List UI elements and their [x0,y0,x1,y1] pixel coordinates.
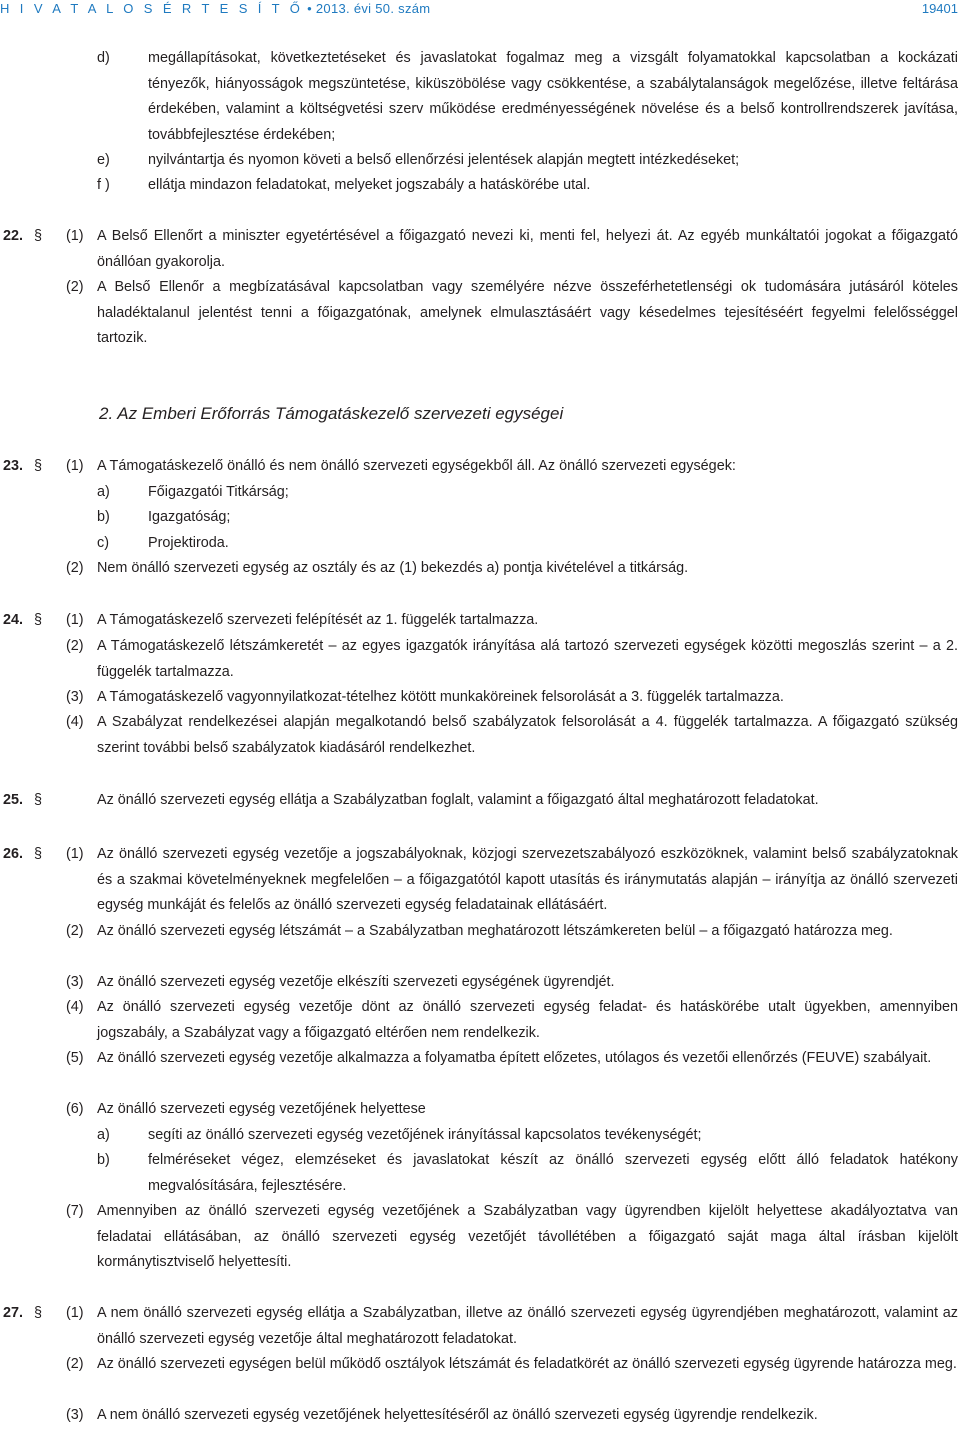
header-left [0,0,430,18]
paragraph-text: Az önálló szervezeti egység vezetője a jogszabályoknak, közjogi szervezetszabályozó eszközöknek, valamint belső szabályzatoknak és a szakmai követelményeknek megfelelően – a főigazgatótól kapott utasítás és iránymutatás alapján – irányítja az önálló szervezeti egység munkáját és felelős az önálló szervezeti egység feladatainak ellátásáért. [97,846,958,913]
paragraph-number: (4) [66,999,84,1015]
paragraph-text: A nem önálló szervezeti egység ellátja a Szabályzatban, illetve az önálló szervezeti egység ügyrendjében meghatározott, valamint az önálló szervezeti egység vezetője által meghatározott feladatokat. [97,1305,958,1347]
list-label: e) [97,152,110,168]
section-number: 24. [3,612,24,628]
paragraph-number: (2) [66,638,84,654]
list-text: megállapításokat, következtetéseket és javaslatokat fogalmaz meg a vizsgált folyamatokkal kapcsolatban a kockázati tényezők, hiányosságok megszüntetése, kiküszöbölése vagy csökkentése, a szabálytalanságok megelőzése, illetve feltárása érdekében, valamint a költségvetési szerv működése eredményességének növelése és a belső kontrollrendszerek javítása, továbbfejlesztése érdekében; [148,50,958,143]
sub-text: segíti az önálló szervezeti egység vezetőjének irányítással kapcsolatos tevékenységét; [148,1127,702,1143]
section-number: 23. [3,458,24,474]
list-text: ellátja mindazon feladatokat, melyeket jogszabály a hatáskörébe utal. [148,177,591,193]
issue-label: 2013. évi 50. szám [315,1,431,16]
sub-label: c) [97,535,109,551]
paragraph-number: (2) [66,560,84,576]
sub-text: Igazgatóság; [148,509,231,525]
chapter-heading: 2. Az Emberi Erőforrás Támogatáskezelő szervezeti egységei [99,404,564,423]
list-label: f ) [97,177,110,193]
page-header [0,0,960,22]
section-mark: § [34,792,43,808]
section-number: 26. [3,846,24,862]
paragraph-number: (1) [66,1305,84,1321]
paragraph-text: A Belső Ellenőr a megbízatásával kapcsolatban vagy személyére nézve összeférhetetlenségi ok tudomására jutásáról köteles haladéktalanul jelentést tenni a főigazgatónak, amelynek elmulasztásáért vagy késedelmes tejesítéséért fegyelmi felelősséggel tartozik. [97,279,958,346]
sub-text: felméréseket végez, elemzéseket és javaslatokat készít az önálló szervezeti egység előtt álló feladatok hatékony megvalósítására, fejlesztésére. [148,1152,958,1194]
sub-label: a) [97,1127,110,1143]
paragraph-number: (3) [66,974,84,990]
paragraph-text: Nem önálló szervezeti egység az osztály és az (1) bekezdés a) pontja kivételével a titkárság. [97,560,689,576]
section-number: 25. [3,792,24,808]
sub-label: b) [97,1152,110,1168]
section-number: 22. [3,228,24,244]
paragraph-text: Az önálló szervezeti egység vezetője dönt az önálló szervezeti egység feladat- és hatáskörébe utalt ügyekben, amennyiben jogszabály, a Szabályzat vagy a főigazgató eltérően nem rendelkezik. [97,999,958,1041]
sub-text: Projektiroda. [148,535,229,551]
paragraph-text: A Támogatáskezelő szervezeti felépítését az 1. függelék tartalmazza. [97,612,539,628]
page-number: 19401 [921,1,958,16]
paragraph-text: A Belső Ellenőrt a miniszter egyetértésével a főigazgató nevezi ki, menti fel, helyezi át. Az egyéb munkáltatói jogokat a főigazgató önállóan gyakorolja. [97,228,958,270]
paragraph-text: A nem önálló szervezeti egység vezetőjének helyettesítéséről az önálló szervezeti egység ügyrendje rendelkezik. [97,1407,818,1423]
paragraph-number: (1) [66,846,84,862]
paragraph-number: (2) [66,279,84,295]
paragraph-number: (2) [66,923,84,939]
paragraph-text: Az önálló szervezeti egység létszámát – a Szabályzatban meghatározott létszámkereten belül – a főigazgató határozza meg. [97,923,893,939]
sub-text: Főigazgatói Titkárság; [148,484,289,500]
paragraph-text: Az önálló szervezeti egységen belül működő osztályok létszámát és feladatkörét az önálló szervezeti egység ügyrende határozza meg. [97,1356,957,1372]
paragraph-number: (7) [66,1203,84,1219]
header-bullet: • [307,1,312,16]
paragraph-text: A Támogatáskezelő önálló és nem önálló szervezeti egységekből áll. Az önálló szervezeti egységek: [97,458,736,474]
section-mark: § [34,846,43,862]
paragraph-text: Az önálló szervezeti egység vezetője alkalmazza a folyamatba épített előzetes, utólagos és vezetői ellenőrzés (FEUVE) szabályait. [97,1050,932,1066]
paragraph-number: (2) [66,1356,84,1372]
sub-label: b) [97,509,110,525]
paragraph-number: (1) [66,458,84,474]
paragraph-number: (1) [66,228,84,244]
section-mark: § [34,458,43,474]
section-mark: § [34,1305,43,1321]
list-label: d) [97,50,110,66]
paragraph-text: Az önálló szervezeti egység vezetőjének helyettese [97,1101,426,1117]
paragraph-text: A Támogatáskezelő létszámkeretét – az egyes igazgatók irányítása alá tartozó szervezeti egységek közötti megoszlás szerint – a 2. függelék tartalmazza. [97,638,958,680]
section-mark: § [34,612,43,628]
paragraph-text: A Szabályzat rendelkezései alapján megalkotandó belső szabályzatok felsorolását a 4. függelék tartalmazza. A főigazgató szükség szerint további belső szabályzatok kiadásáról rendelkezhet. [97,714,958,756]
paragraph-text: Az önálló szervezeti egység ellátja a Szabályzatban foglalt, valamint a főigazgató által meghatározott feladatokat. [97,792,819,808]
paragraph-number: (3) [66,1407,84,1423]
paragraph-number: (4) [66,714,84,730]
section-number: 27. [3,1305,24,1321]
paragraph-text: Az önálló szervezeti egység vezetője elkészíti szervezeti egységének ügyrendjét. [97,974,615,990]
paragraph-number: (1) [66,612,84,628]
section-mark: § [34,228,43,244]
journal-title: H I V A T A L O S É R T E S Í T Ő [0,1,304,16]
paragraph-text: Amennyiben az önálló szervezeti egység vezetőjének a Szabályzatban vagy ügyrendben kijelölt helyettese akadályoztatva van feladatai ellátásában, az önálló szervezeti egység vezetőjét távollétében a főigazgató saját maga által írásban kijelölt kormánytisztviselő helyettesíti. [97,1203,958,1270]
paragraph-text: A Támogatáskezelő vagyonnyilatkozat-tételhez kötött munkaköreinek felsorolását a 3. függelék tartalmazza. [97,689,784,705]
paragraph-number: (3) [66,689,84,705]
sub-label: a) [97,484,110,500]
paragraph-number: (6) [66,1101,84,1117]
paragraph-number: (5) [66,1050,84,1066]
list-text: nyilvántartja és nyomon követi a belső ellenőrzési jelentések alapján megtett intézkedéseket; [148,152,740,168]
